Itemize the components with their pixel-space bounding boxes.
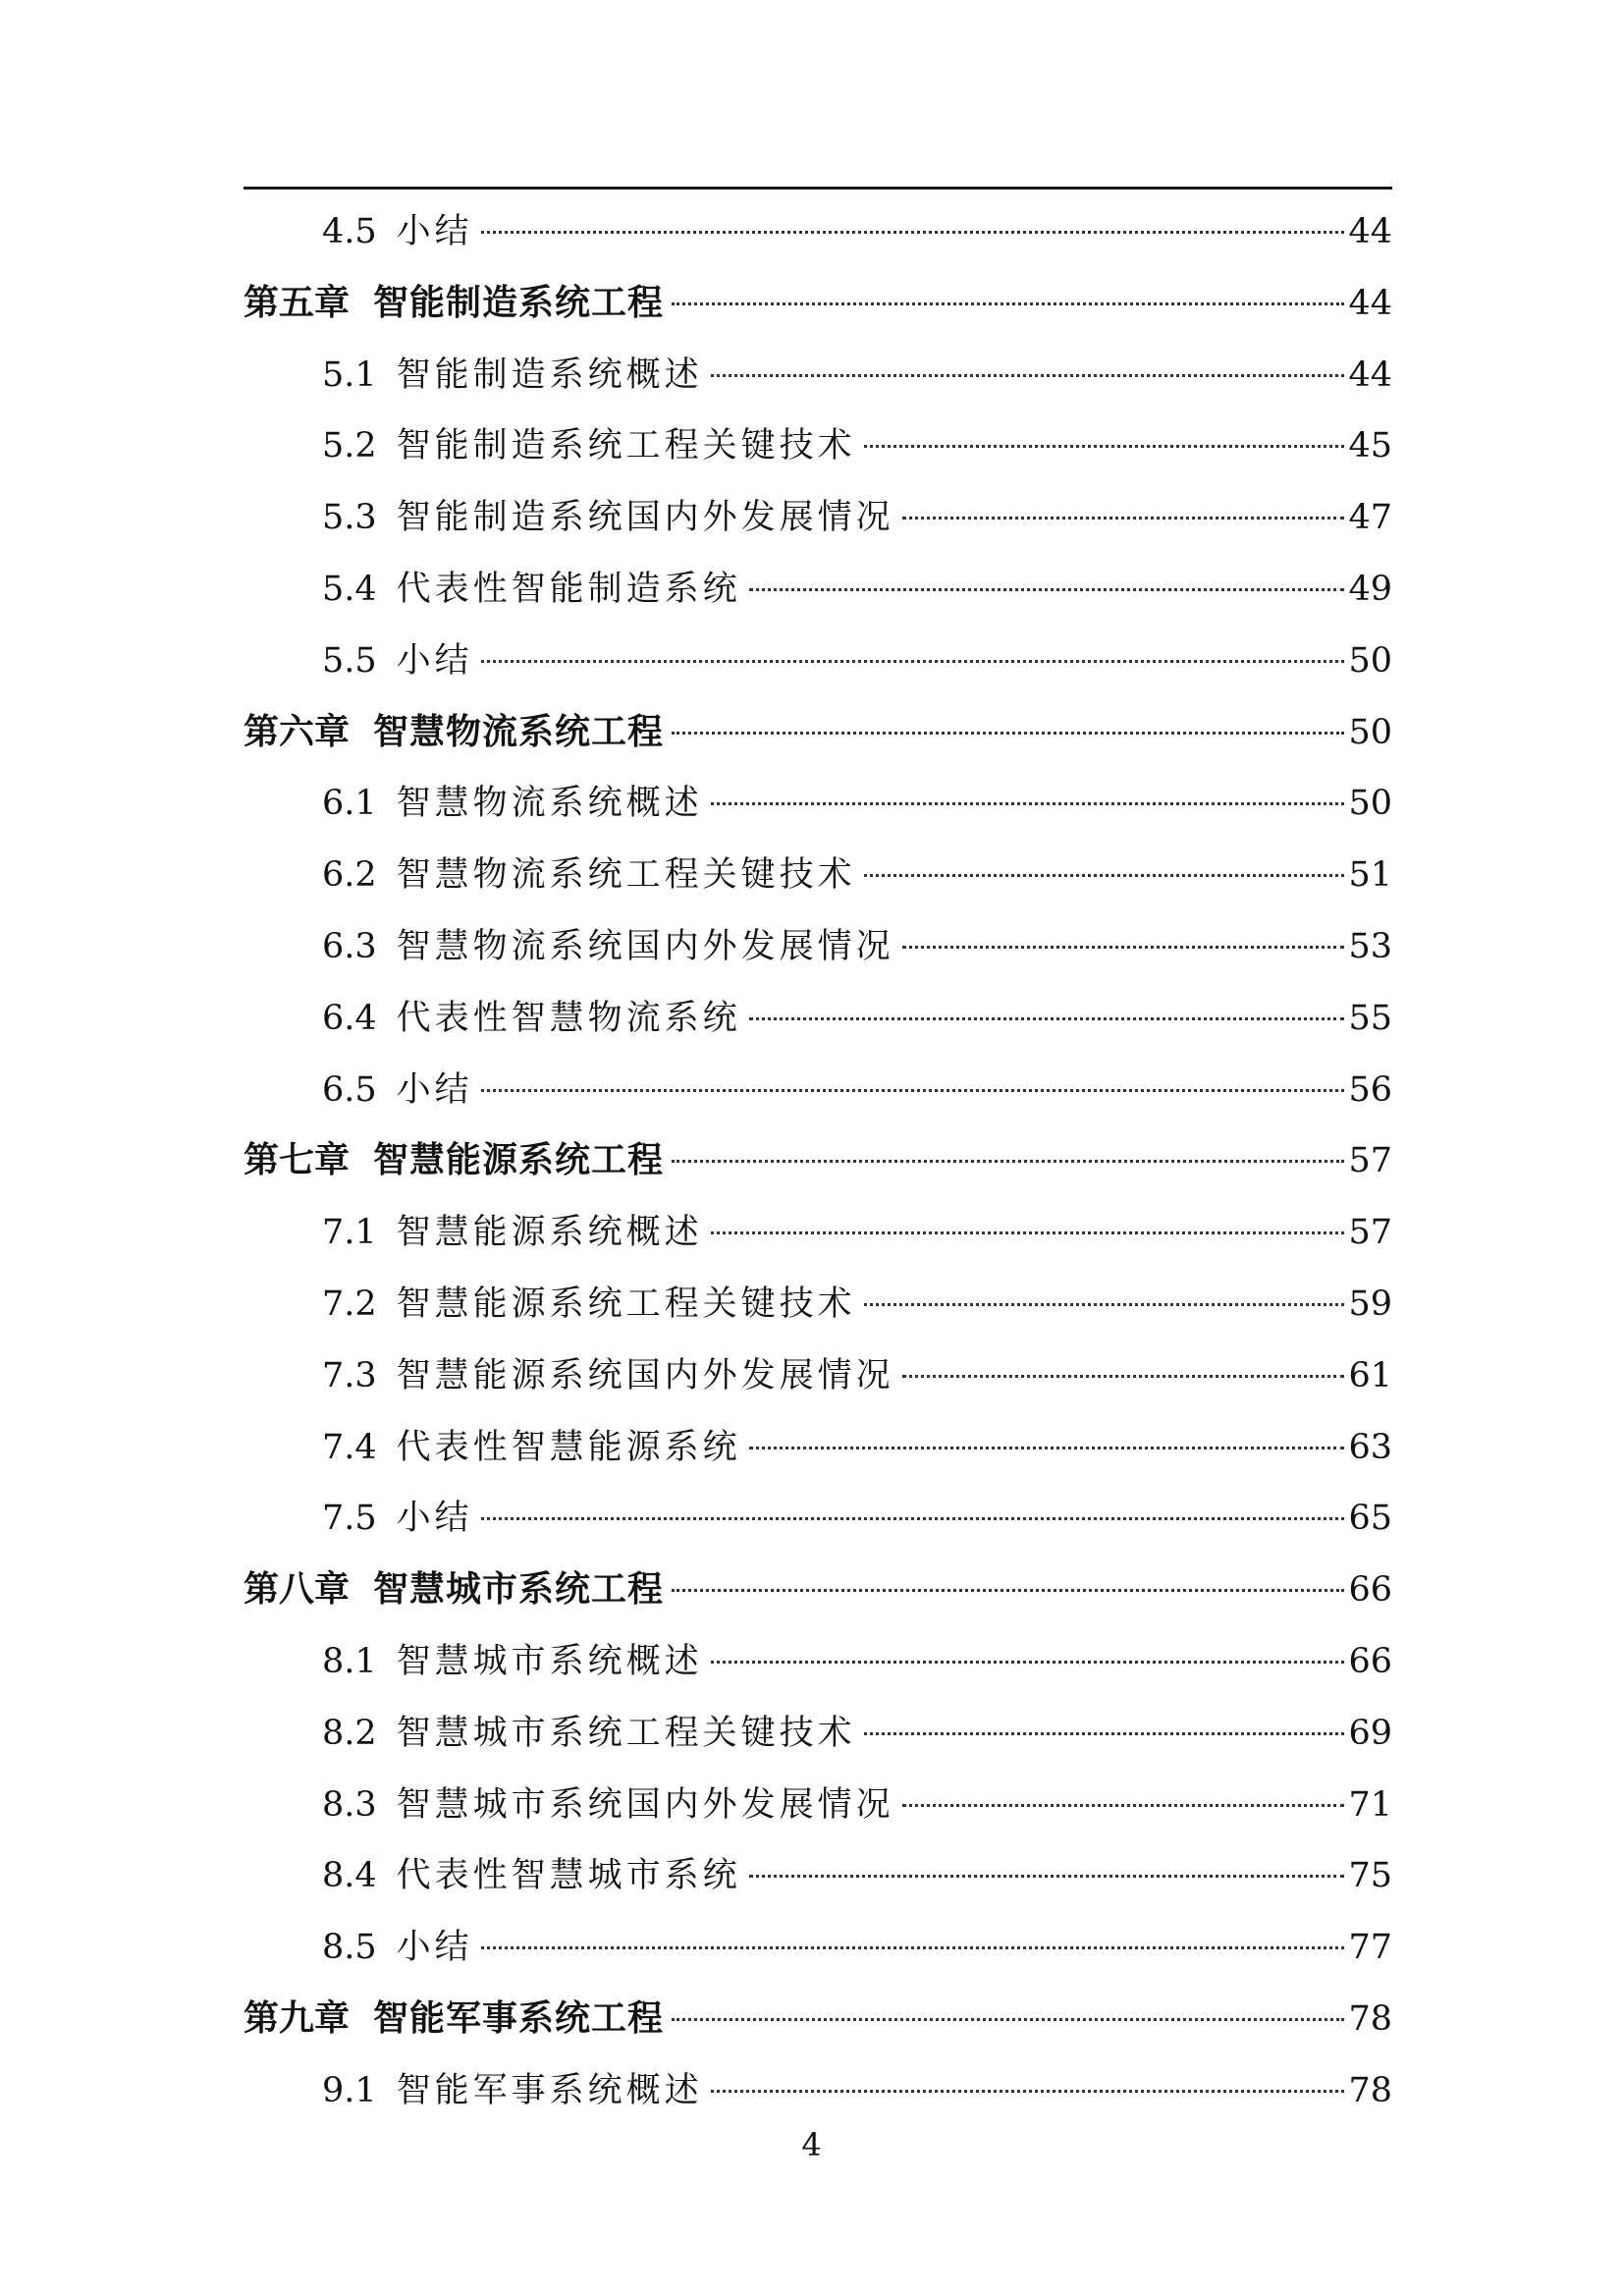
toc-entry-number: 第九章 — [243, 1997, 351, 2039]
toc-section-entry[interactable] — [243, 626, 1392, 697]
toc-entry-title: 智能制造系统工程关键技术 — [396, 426, 856, 466]
dot-leader — [749, 1875, 1345, 1878]
dot-leader — [749, 588, 1345, 591]
dot-leader — [902, 946, 1345, 949]
toc-entry-title: 小结 — [396, 640, 473, 681]
toc-section-entry[interactable] — [243, 196, 1392, 268]
toc-entry-title: 小结 — [396, 212, 473, 251]
toc-section-entry[interactable] — [243, 410, 1392, 482]
toc-section-entry[interactable] — [243, 1055, 1392, 1126]
toc-entry-number: 8.2 — [322, 1713, 377, 1753]
toc-entry-page: 44 — [1348, 212, 1392, 251]
toc-entry-title: 智能军事系统工程 — [373, 1997, 665, 2039]
toc-entry-title: 智慧城市系统工程 — [373, 1569, 665, 1611]
dot-leader — [864, 874, 1345, 877]
toc-entry-title: 智慧能源系统工程关键技术 — [396, 1284, 856, 1324]
toc-section-entry[interactable] — [243, 983, 1392, 1055]
toc-entry-title: 代表性智能制造系统 — [396, 569, 741, 609]
toc-entry-page: 65 — [1348, 1499, 1392, 1539]
toc-entry-page: 57 — [1348, 1141, 1392, 1181]
toc-entry-page: 55 — [1348, 998, 1392, 1038]
toc-section-entry[interactable] — [243, 1483, 1392, 1555]
toc-section-entry[interactable] — [243, 768, 1392, 840]
toc-entry-title: 智慧物流系统概述 — [396, 784, 703, 824]
toc-entry-title: 智慧城市系统概述 — [396, 1641, 703, 1681]
toc-section-entry[interactable] — [243, 1840, 1392, 1912]
toc-entry-number: 4.5 — [322, 212, 377, 251]
toc-chapter-entry[interactable] — [243, 1984, 1392, 2055]
toc-entry-number: 5.5 — [322, 640, 377, 681]
toc-entry-title: 智能制造系统工程 — [373, 282, 665, 323]
dot-leader — [749, 1447, 1345, 1449]
toc-entry-page: 50 — [1348, 784, 1392, 824]
toc-chapter-entry[interactable] — [243, 1125, 1392, 1197]
toc-entry-page: 47 — [1348, 498, 1392, 538]
toc-entry-number: 8.1 — [322, 1641, 377, 1681]
toc-entry-number: 6.2 — [322, 855, 377, 896]
toc-entry-page: 75 — [1348, 1856, 1392, 1896]
toc-entry-number: 8.5 — [322, 1928, 377, 1968]
toc-entry-page: 63 — [1348, 1427, 1392, 1467]
toc-entry-page: 51 — [1348, 855, 1392, 896]
toc-entry-number: 6.3 — [322, 926, 377, 966]
dot-leader — [864, 1732, 1345, 1735]
dot-leader — [902, 517, 1345, 519]
toc-entry-title: 智能制造系统概述 — [396, 355, 703, 395]
toc-section-entry[interactable] — [243, 911, 1392, 983]
toc-entry-number: 7.4 — [322, 1427, 377, 1467]
dot-leader — [481, 1946, 1345, 1949]
toc-entry-page: 78 — [1348, 1998, 1392, 2039]
dot-leader — [902, 1375, 1345, 1378]
toc-entry-page: 66 — [1348, 1641, 1392, 1681]
toc-section-entry[interactable] — [243, 554, 1392, 626]
dot-leader — [672, 1589, 1344, 1592]
toc-entry-number: 第七章 — [243, 1140, 351, 1181]
toc-entry-page: 59 — [1348, 1284, 1392, 1324]
toc-entry-number: 5.2 — [322, 426, 377, 466]
toc-entry-number: 6.4 — [322, 998, 377, 1038]
page-number: 4 — [801, 2126, 822, 2163]
toc-entry-number: 7.1 — [322, 1213, 377, 1253]
toc-entry-page: 77 — [1348, 1928, 1392, 1968]
toc-entry-title: 智慧能源系统国内外发展情况 — [396, 1355, 894, 1395]
dot-leader — [711, 1661, 1345, 1664]
header-rule — [243, 187, 1392, 190]
toc-entry-title: 小结 — [396, 1928, 473, 1968]
toc-entry-number: 6.5 — [322, 1069, 377, 1110]
toc-chapter-entry[interactable] — [243, 1555, 1392, 1626]
dot-leader — [902, 1804, 1345, 1807]
toc-entry-page: 45 — [1348, 426, 1392, 466]
toc-entry-number: 第五章 — [243, 282, 351, 323]
toc-entry-number: 第六章 — [243, 711, 351, 752]
toc-entry-title: 代表性智慧城市系统 — [396, 1856, 741, 1896]
toc-entry-page: 53 — [1348, 926, 1392, 966]
toc-section-entry[interactable] — [243, 340, 1392, 411]
toc-entry-title: 小结 — [396, 1069, 473, 1110]
dot-leader — [711, 802, 1345, 805]
toc-entry-number: 8.3 — [322, 1784, 377, 1825]
dot-leader — [481, 660, 1345, 663]
dot-leader — [672, 1160, 1344, 1163]
table-of-contents — [243, 196, 1392, 2127]
toc-entry-number: 7.2 — [322, 1284, 377, 1324]
toc-entry-title: 智能军事系统概述 — [396, 2070, 703, 2110]
toc-entry-number: 5.3 — [322, 498, 377, 538]
toc-entry-title: 小结 — [396, 1499, 473, 1539]
toc-entry-title: 智慧能源系统概述 — [396, 1213, 703, 1253]
toc-entry-page: 61 — [1348, 1355, 1392, 1395]
toc-entry-number: 9.1 — [322, 2070, 377, 2110]
toc-section-entry[interactable] — [243, 840, 1392, 911]
toc-entry-title: 代表性智慧物流系统 — [396, 998, 741, 1038]
toc-entry-title: 智慧物流系统工程关键技术 — [396, 855, 856, 896]
dot-leader — [672, 2018, 1344, 2021]
toc-entry-page: 49 — [1348, 569, 1392, 609]
dot-leader — [711, 2090, 1345, 2093]
toc-entry-number: 第八章 — [243, 1569, 351, 1611]
toc-entry-page: 44 — [1348, 355, 1392, 395]
toc-entry-number: 5.1 — [322, 355, 377, 395]
toc-entry-page: 44 — [1348, 283, 1392, 323]
dot-leader — [711, 1231, 1345, 1234]
toc-entry-title: 代表性智慧能源系统 — [396, 1427, 741, 1467]
toc-section-entry[interactable] — [243, 482, 1392, 554]
toc-section-entry[interactable] — [243, 2055, 1392, 2127]
toc-entry-page: 57 — [1348, 1213, 1392, 1253]
toc-section-entry[interactable] — [243, 1698, 1392, 1770]
toc-entry-page: 66 — [1348, 1570, 1392, 1611]
dot-leader — [711, 374, 1345, 377]
dot-leader — [481, 1089, 1345, 1092]
toc-entry-title: 智慧物流系统国内外发展情况 — [396, 926, 894, 966]
toc-entry-number: 7.5 — [322, 1499, 377, 1539]
toc-entry-number: 7.3 — [322, 1355, 377, 1395]
dot-leader — [749, 1017, 1345, 1020]
toc-entry-number: 8.4 — [322, 1856, 377, 1896]
toc-section-entry[interactable] — [243, 1626, 1392, 1698]
toc-entry-page: 50 — [1348, 712, 1392, 752]
toc-entry-number: 6.1 — [322, 784, 377, 824]
toc-entry-title: 智能制造系统国内外发展情况 — [396, 498, 894, 538]
toc-section-entry[interactable] — [243, 1912, 1392, 1984]
toc-entry-number: 5.4 — [322, 569, 377, 609]
dot-leader — [864, 445, 1345, 448]
toc-section-entry[interactable] — [243, 1412, 1392, 1484]
toc-section-entry[interactable] — [243, 1340, 1392, 1412]
toc-section-entry[interactable] — [243, 1197, 1392, 1269]
toc-entry-page: 56 — [1348, 1069, 1392, 1110]
dot-leader — [481, 1517, 1345, 1520]
toc-entry-title: 智慧城市系统国内外发展情况 — [396, 1784, 894, 1825]
dot-leader — [672, 302, 1344, 305]
toc-entry-title: 智慧城市系统工程关键技术 — [396, 1713, 856, 1753]
toc-section-entry[interactable] — [243, 1770, 1392, 1841]
toc-entry-title: 智慧物流系统工程 — [373, 711, 665, 752]
dot-leader — [672, 732, 1344, 735]
toc-chapter-entry[interactable] — [243, 697, 1392, 769]
dot-leader — [864, 1303, 1345, 1306]
toc-entry-page: 71 — [1348, 1784, 1392, 1825]
toc-chapter-entry[interactable] — [243, 268, 1392, 340]
toc-entry-page: 50 — [1348, 640, 1392, 681]
toc-entry-page: 78 — [1348, 2070, 1392, 2110]
toc-entry-page: 69 — [1348, 1713, 1392, 1753]
toc-section-entry[interactable] — [243, 1269, 1392, 1340]
toc-entry-title: 智慧能源系统工程 — [373, 1140, 665, 1181]
dot-leader — [481, 231, 1345, 234]
